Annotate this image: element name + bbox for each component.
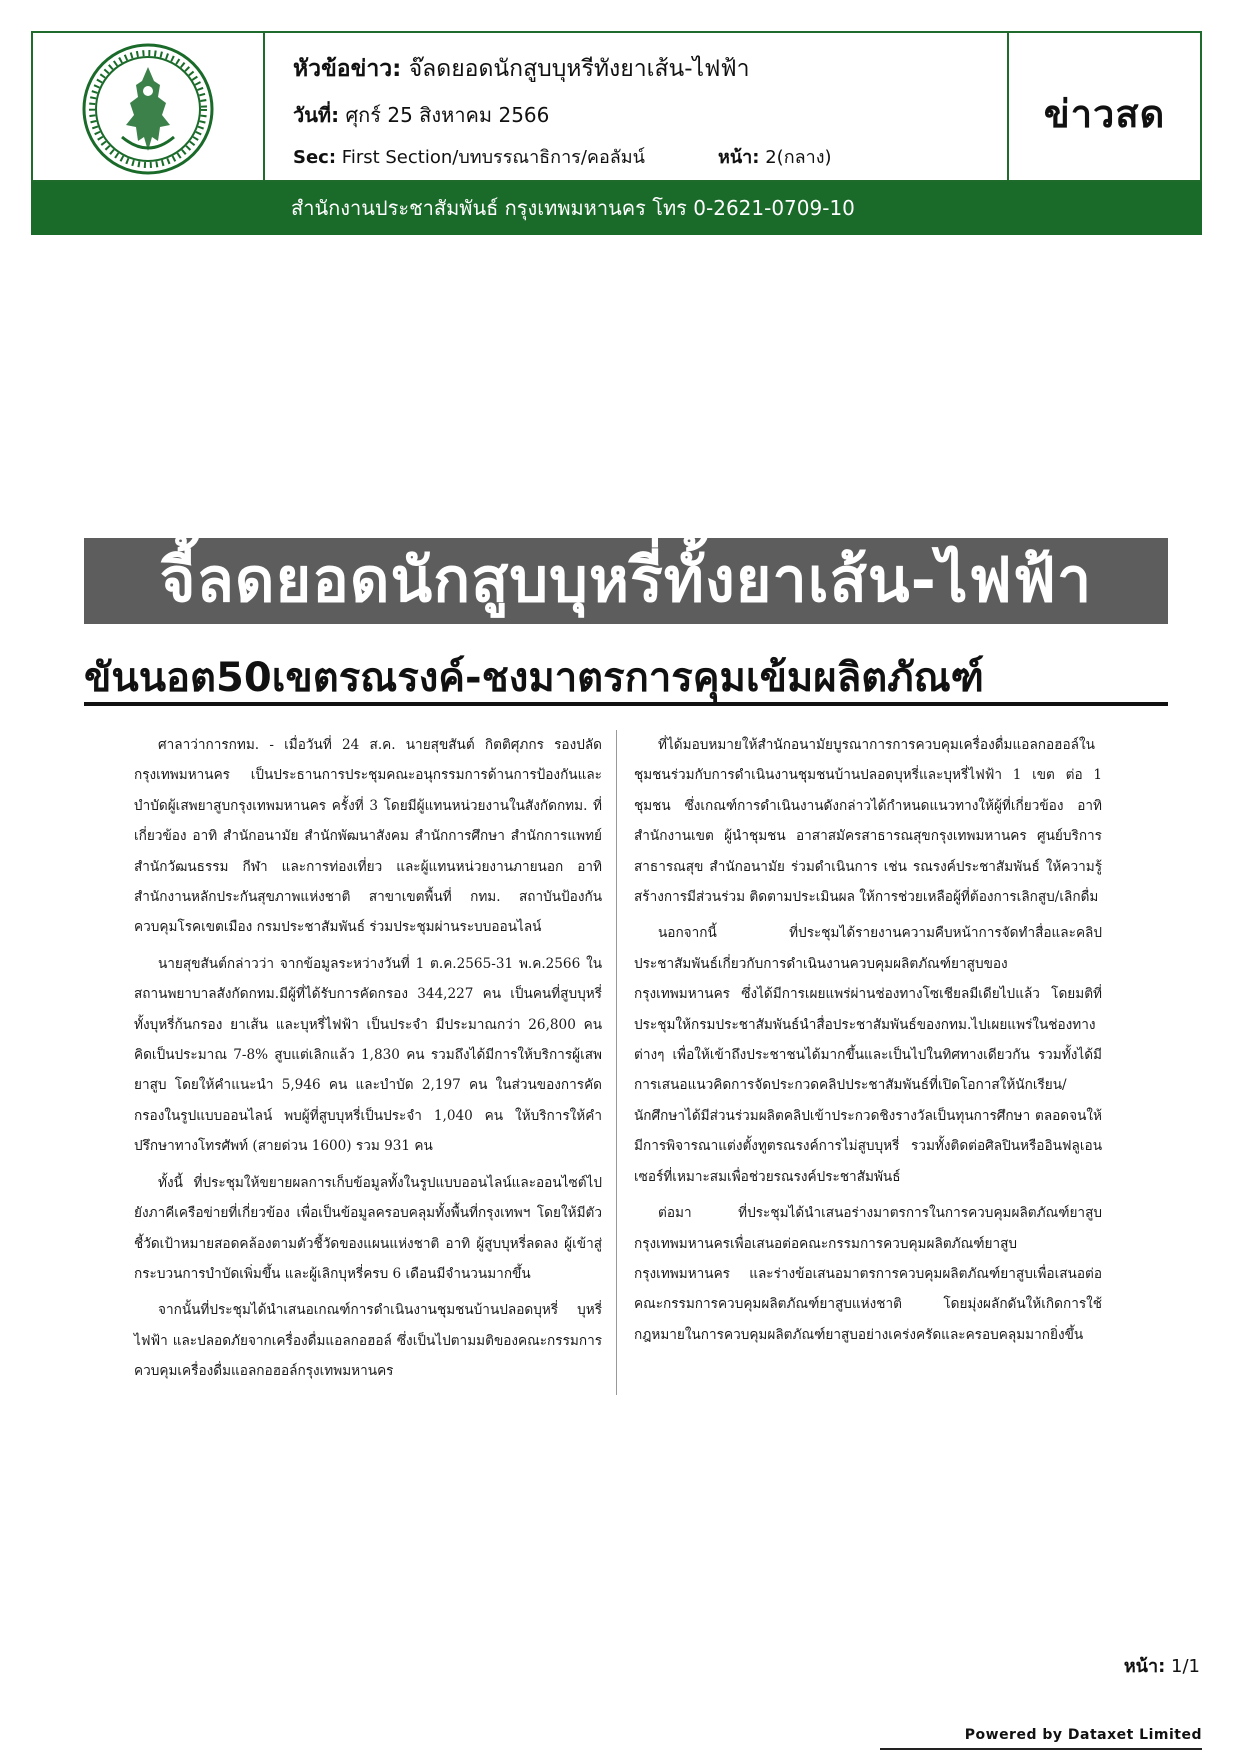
section-label: Sec: — [293, 147, 337, 168]
page-number-value: 1/1 — [1171, 1656, 1200, 1677]
article-right-column — [634, 730, 1102, 1350]
date-row — [293, 99, 549, 131]
column-divider — [616, 730, 617, 1395]
article-left-column — [134, 730, 602, 1387]
topic-row — [293, 51, 750, 87]
article-subheadline: ขันนอต50เขตรณรงค์-ชงมาตรการคุมเข้มผลิตภัณฑ์ — [84, 650, 1168, 706]
topic-label: หัวข้อข่าว: — [293, 56, 402, 82]
paragraph: นอกจากนี้ ที่ประชุมได้รายงานความคืบหน้าการจัดทำสื่อและคลิปประชาสัมพันธ์เกี่ยวกับการดำเนินงานควบคุมผลิตภัณฑ์ยาสูบของกรุงเทพมหานคร ซึ่งได้มีการเผยแพร่ผ่านช่องทางโซเชียลมีเดียไปแล้ว โดยมติที่ประชุมให้กรมประชาสัมพันธ์นำสื่อประชาสัมพันธ์ของกทม.ไปเผยแพร่ในช่องทางต่างๆ เพื่อให้เข้าถึงประชาชนได้มากขึ้นและเป็นไปในทิศทางเดียวกัน รวมทั้งได้มีการเสนอแนวคิดการจัดประกวดคลิปประชาสัมพันธ์ที่เปิดโอกาสให้นักเรียน/นักศึกษาได้มีส่วนร่วมผลิตคลิปเข้าประกวดชิงรางวัลเป็นทุนการศึกษา ตลอดจนให้มีการพิจารณาแต่งตั้งทูตรณรงค์การไม่สูบบุหรี่ รวมทั้งติดต่อศิลปินหรืออินฟลูเอนเซอร์ที่เหมาะสมเพื่อช่วยรณรงค์ประชาสัมพันธ์ — [634, 925, 1102, 1185]
logo-cell — [33, 33, 265, 182]
info-cell — [263, 33, 1009, 182]
page-value: 2(กลาง) — [765, 147, 832, 168]
header-box — [31, 31, 1202, 182]
section-row — [293, 142, 832, 171]
paragraph: ที่ได้มอบหมายให้สำนักอนามัยบูรณาการการควบคุมเครื่องดื่มแอลกอฮอล์ในชุมชนร่วมกับการดำเนินงานชุมชนบ้านปลอดบุหรี่และบุหรี่ไฟฟ้า 1 เขต ต่อ 1 ชุมชน ซึ่งเกณฑ์การดำเนินงานดังกล่าวได้กำหนดแนวทางให้ผู้ที่เกี่ยวข้อง อาทิ สำนักงานเขต ผู้นำชุมชน อาสาสมัครสาธารณสุขกรุงเทพมหานคร ศูนย์บริการสาธารณสุข สำนักอนามัย ร่วมดำเนินการ เช่น รณรงค์ประชาสัมพันธ์ ให้ความรู้ สร้างการมีส่วนร่วม ติดตามประเมินผล ให้การช่วยเหลือผู้ที่ต้องการเลิกสูบ/เลิกดื่ม — [634, 737, 1102, 906]
page-field — [718, 142, 832, 171]
tag-cell — [1007, 33, 1202, 182]
bangkok-seal-logo — [80, 41, 216, 177]
page-label: หน้า: — [718, 147, 760, 168]
paragraph: ต่อมา ที่ประชุมได้นำเสนอร่างมาตรการในการควบคุมผลิตภัณฑ์ยาสูบกรุงเทพมหานครเพื่อเสนอต่อคณะกรรมการควบคุมผลิตภัณฑ์ยาสูบกรุงเทพมหานคร และร่างข้อเสนอมาตรการควบคุมผลิตภัณฑ์ยาสูบเพื่อเสนอต่อคณะกรรมการควบคุมผลิตภัณฑ์ยาสูบแห่งชาติ โดยมุ่งผลักดันให้เกิดการใช้กฎหมายในการควบคุมผลิตภัณฑ์ยาสูบอย่างเคร่งครัดและครอบคลุมมากยิ่งขึ้น — [634, 1205, 1102, 1343]
date-value: ศุกร์ 25 สิงหาคม 2566 — [345, 103, 550, 127]
paragraph: นายสุขสันต์กล่าวว่า จากข้อมูลระหว่างวันที่ 1 ต.ค.2565-31 พ.ค.2566 ในสถานพยาบาลสังกัดกทม.มีผู้ที่ได้รับการคัดกรอง 344,227 คน เป็นคนที่สูบบุหรี่ ทั้งบุหรี่ก้นกรอง ยาเส้น และบุหรี่ไฟฟ้า เป็นประจำ มีประมาณกว่า 26,800 คน คิดเป็นประมาณ 7-8% สูบแต่เลิกแล้ว 1,830 คน รวมถึงได้มีการให้บริการผู้เสพยาสูบ โดยให้คำแนะนำ 5,946 คน และบำบัด 2,197 คน ในส่วนของการคัดกรองในรูปแบบออนไลน์ พบผู้ที่สูบบุหรี่เป็นประจำ 1,040 คน ให้บริการให้คำปรึกษาทางโทรศัพท์ (สายด่วน 1600) รวม 931 คน — [134, 955, 602, 1155]
paragraph: จากนั้นที่ประชุมได้นำเสนอเกณฑ์การดำเนินงานชุมชนบ้านปลอดบุหรี่ บุหรี่ไฟฟ้า และปลอดภัยจากเครื่องดื่มแอลกอฮอล์ ซึ่งเป็นไปตามมติของคณะกรรมการควบคุมเครื่องดื่มแอลกอฮอล์กรุงเทพมหานคร — [134, 1302, 602, 1380]
powered-by: Powered by Dataxet Limited — [964, 1727, 1202, 1743]
article-headline: จี้ลดยอดนักสูบบุหรี่ทั้งยาเส้น-ไฟฟ้า — [84, 538, 1168, 624]
office-bar: สำนักงานประชาสัมพันธ์ กรุงเทพมหานคร โทร 0-2621-0709-10 — [31, 182, 1202, 235]
publication-tag: ข่าวสด — [1043, 92, 1166, 136]
date-label: วันที่: — [293, 103, 340, 127]
footer-rule — [880, 1748, 1202, 1750]
page-number-label: หน้า: — [1123, 1656, 1166, 1677]
paragraph: ทั้งนี้ ที่ประชุมให้ขยายผลการเก็บข้อมูลทั้งในรูปแบบออนไลน์และออนไซต์ไปยังภาคีเครือข่ายที่เกี่ยวข้อง เพื่อเป็นข้อมูลครอบคลุมทั้งพื้นที่กรุงเทพฯ โดยให้มีตัวชี้วัดเป้าหมายสอดคล้องตามตัวชี้วัดของแผนแห่งชาติ อาทิ ผู้สูบบุหรี่ลดลง ผู้เข้าสู่กระบวนการบำบัดเพิ่มขึ้น และผู้เลิกบุหรี่ครบ 6 เดือนมีจำนวนมากขึ้น — [134, 1174, 602, 1282]
topic-value: จ๊ลดยอดนักสูบบุหรีทังยาเส้น-ไฟฟ้า — [408, 56, 750, 82]
page-number — [1050, 1651, 1200, 1680]
paragraph: ศาลาว่าการกทม. - เมื่อวันที่ 24 ส.ค. นายสุขสันต์ กิตติศุภกร รองปลัดกรุงเทพมหานคร เป็นประธานการประชุมคณะอนุกรรมการด้านการป้องกันและบำบัดผู้เสพยาสูบกรุงเทพมหานคร ครั้งที่ 3 โดยมีผู้แทนหน่วยงานในสังกัดกทม. ที่เกี่ยวข้อง อาทิ สำนักอนามัย สำนักพัฒนาสังคม สำนักการศึกษา สำนักการแพทย์ สำนักวัฒนธรรม กีฬา และการท่องเที่ยว และผู้แทนหน่วยงานภายนอก อาทิ สำนักงานหลักประกันสุขภาพแห่งชาติ สาขาเขตพื้นที่ กทม. สถาบันป้องกันควบคุมโรคเขตเมือง กรมประชาสัมพันธ์ ร่วมประชุมผ่านระบบออนไลน์ — [134, 737, 602, 936]
section-value: First Section/บทบรรณาธิการ/คอลัมน์ — [341, 147, 645, 168]
